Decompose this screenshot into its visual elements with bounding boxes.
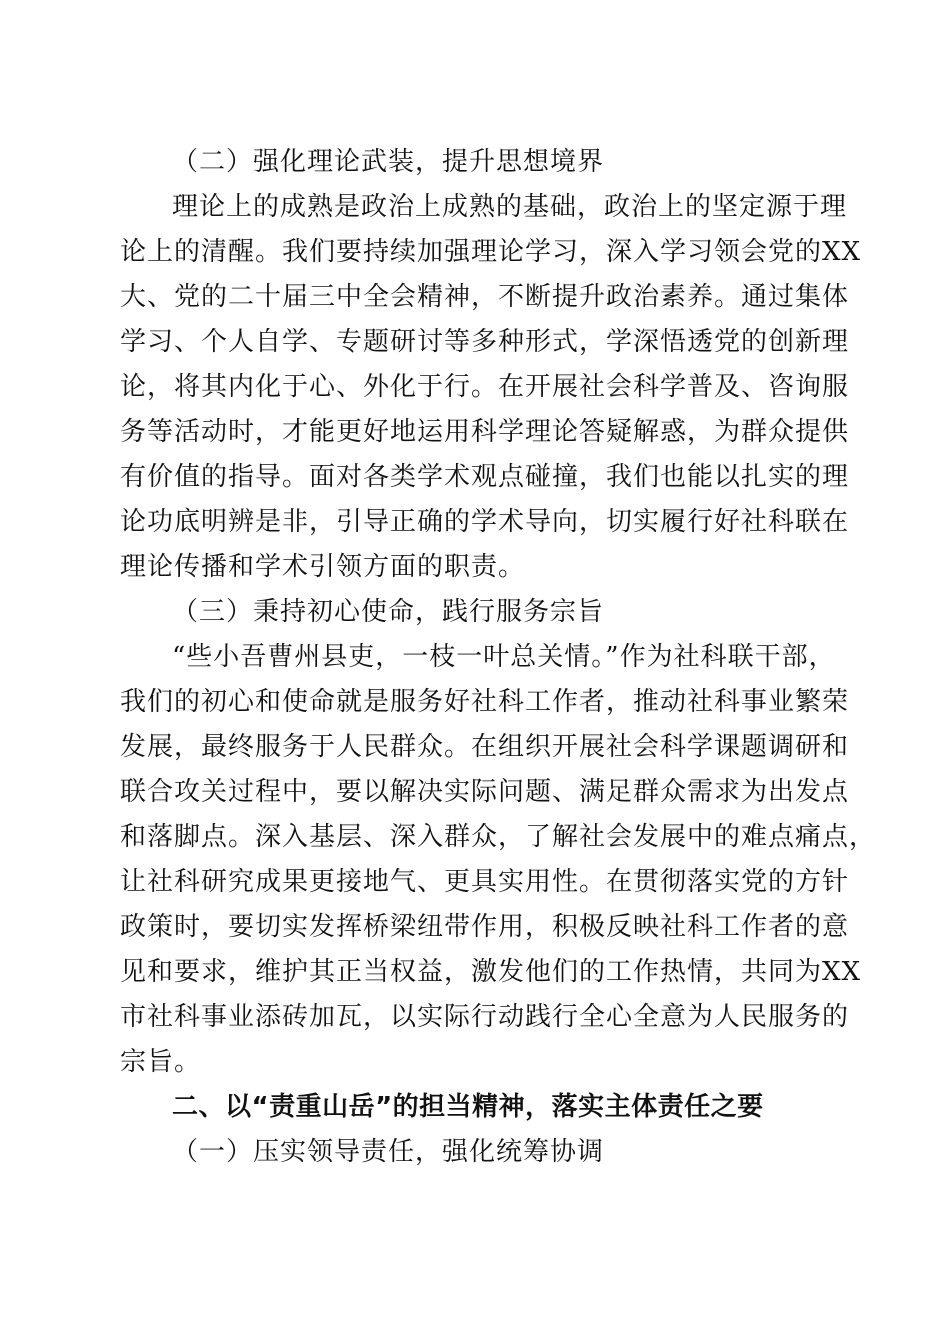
paragraph-line: 理论上的成熟是政治上成熟的基础，政治上的坚定源于理 [172, 192, 848, 222]
paragraph-line: 宗旨。 [120, 1047, 202, 1077]
section-heading: （三）秉持初心使命，践行服务宗旨 [172, 597, 605, 627]
paragraph-line: “些小吾曹州县吏，一枝一叶总关情。”作为社科联干部， [172, 642, 836, 672]
paragraph-line: 我们的初心和使命就是服务好社科工作者，推动社科事业繁荣 [120, 687, 850, 717]
paragraph-line: 务等活动时，才能更好地运用科学理论答疑解惑，为群众提供 [120, 417, 850, 447]
paragraph-line: 市社科事业添砖加瓦，以实际行动践行全心全意为人民服务的 [120, 1002, 850, 1032]
section-heading: （二）强化理论武装，提升思想境界 [172, 147, 605, 177]
paragraph-line: 发展，最终服务于人民群众。在组织开展社会科学课题调研和 [120, 732, 850, 762]
paragraph-line: 理论传播和学术引领方面的职责。 [120, 552, 526, 582]
paragraph-line: 让社科研究成果更接地气、更具实用性。在贯彻落实党的方针 [120, 867, 850, 897]
paragraph-line: 论，将其内化于心、外化于行。在开展社会科学普及、咨询服 [120, 372, 850, 402]
paragraph-line: 联合攻关过程中，要以解决实际问题、满足群众需求为出发点 [120, 777, 850, 807]
paragraph-line: 有价值的指导。面对各类学术观点碰撞，我们也能以扎实的理 [120, 462, 850, 492]
document-body [120, 140, 877, 1175]
section-heading: （一）压实领导责任，强化统筹协调 [172, 1137, 605, 1167]
paragraph-line: 政策时，要切实发挥桥梁纽带作用，积极反映社科工作者的意 [120, 912, 850, 942]
paragraph-line: 大、党的二十届三中全会精神，不断提升政治素养。通过集体 [120, 282, 850, 312]
paragraph-line: 见和要求，维护其正当权益，激发他们的工作热情，共同为XX [120, 957, 862, 987]
paragraph-line: 论功底明辨是非，引导正确的学术导向，切实履行好社科联在 [120, 507, 850, 537]
paragraph-line: 论上的清醒。我们要持续加强理论学习，深入学习领会党的XX [120, 237, 862, 267]
paragraph-line: 和落脚点。深入基层、深入群众，了解社会发展中的难点痛点， [120, 822, 877, 852]
paragraph-line: 学习、个人自学、专题研讨等多种形式，学深悟透党的创新理 [120, 327, 850, 357]
chapter-heading: 二、以“责重山岳”的担当精神，落实主体责任之要 [172, 1092, 764, 1122]
